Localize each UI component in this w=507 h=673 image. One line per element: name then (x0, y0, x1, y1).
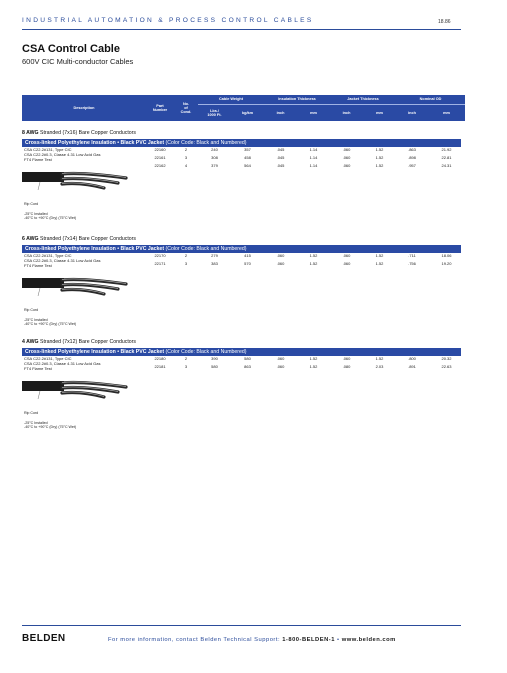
table-row (146, 164, 465, 172)
header-cable-weight: Cable Weight (219, 97, 243, 102)
cell-od-in: .891 (408, 364, 416, 369)
description-line: CSA C22.2#131, Type CIC (24, 147, 72, 152)
cell-od-in: .711 (408, 253, 416, 258)
header-od-inch: inch (396, 104, 428, 121)
cell-ins-mm: 1.52 (309, 261, 318, 266)
spec-table (146, 254, 465, 270)
temperature-rating (24, 421, 76, 430)
table-row (146, 262, 465, 270)
section-heading: 8 AWG Stranded (7x16) Bare Copper Conductors (22, 130, 137, 136)
header-ins-inch: inch (264, 104, 297, 121)
cell-cond: 3 (184, 155, 188, 160)
description-line: FT4 Flame Test (24, 365, 52, 371)
footer-contact: For more information, contact Belden Technical Support: 1-800-BELDEN-1 • www.belden.com (108, 637, 396, 643)
description-line: FT4 Flame Test (24, 262, 52, 268)
cell-part: 22181 (154, 364, 166, 369)
cell-cond: 4 (184, 163, 188, 168)
section-heading: 6 AWG Stranded (7x14) Bare Copper Conductors (22, 236, 137, 242)
cable-illustration (22, 269, 130, 297)
table-row (146, 156, 465, 164)
cell-od-mm: 19.20 (441, 261, 452, 266)
section-heading: 4 AWG Stranded (7x12) Bare Copper Conductors (22, 339, 137, 345)
cell-cond: 2 (184, 147, 188, 152)
header-od-mm: mm (428, 104, 465, 121)
header-weight-kgkm: kg/km (231, 104, 264, 121)
header-weight-lbs: Lbs./ 1000 Ft. (198, 104, 231, 121)
website-link[interactable]: www.belden.com (341, 637, 396, 643)
description-line: CSA C22.2#131, Type CIC (24, 253, 72, 258)
catalog-section-header: INDUSTRIAL AUTOMATION & PROCESS CONTROL CABLES (22, 17, 314, 24)
cell-kgkm: 458 (244, 155, 251, 160)
temp-installed: -25°C Installed (24, 318, 48, 322)
cell-jk-in: .060 (342, 356, 351, 361)
cell-kgkm: 415 (244, 253, 251, 258)
cable-jacket (22, 381, 64, 391)
cell-od-in: .863 (408, 147, 416, 152)
temp-installed: -25°C Installed (24, 421, 48, 425)
cell-od-mm: 20.32 (441, 356, 452, 361)
cell-jk-in: .060 (342, 163, 351, 168)
cell-od-in: .898 (408, 155, 416, 160)
cell-jk-in: .060 (342, 253, 351, 258)
cell-jk-mm: 1.52 (375, 163, 384, 168)
cell-kgkm: 580 (244, 356, 251, 361)
section-banner: Cross-linked Polyethylene Insulation • Black PVC Jacket (Color Code: Black and Numbered) (22, 245, 461, 253)
cell-jk-mm: 1.52 (375, 261, 384, 266)
temp-installed: -25°C Installed (24, 212, 48, 216)
description-line: CSA C22.2#0.3, Classe 4.31 Low Acid Gas (24, 257, 101, 263)
cell-jk-mm: 1.52 (375, 155, 384, 160)
header-ins-mm: mm (297, 104, 330, 121)
cell-od-mm: 22.81 (441, 155, 452, 160)
cell-ins-in: .045 (276, 155, 285, 160)
cell-ins-in: .045 (276, 163, 285, 168)
support-phone: 1-800-BELDEN-1 (282, 637, 335, 643)
section-description (22, 357, 148, 371)
cell-jk-mm: 1.52 (375, 356, 384, 361)
spec-table (146, 357, 465, 373)
cell-lbs: 383 (211, 261, 218, 266)
cell-od-mm: 24.31 (441, 163, 452, 168)
cell-part: 22171 (154, 261, 166, 266)
cell-od-in: .800 (408, 356, 416, 361)
cell-lbs: 379 (211, 163, 218, 168)
cell-part: 22160 (154, 147, 166, 152)
cell-ins-mm: 1.52 (309, 253, 318, 258)
cable-illustration (22, 372, 130, 400)
cable-jacket (22, 172, 64, 182)
belden-logo: BELDEN (22, 633, 66, 644)
cell-part: 22180 (154, 356, 166, 361)
cell-part: 22170 (154, 253, 166, 258)
cable-jacket (22, 278, 64, 288)
cell-cond: 2 (184, 356, 188, 361)
cell-od-mm: 18.06 (441, 253, 452, 258)
page-subtitle: 600V CIC Multi-conductor Cables (22, 57, 134, 66)
header-description: Description (73, 106, 95, 110)
cell-ins-in: .060 (276, 261, 285, 266)
cell-jk-in: .060 (342, 147, 351, 152)
cell-kgkm: 564 (244, 163, 251, 168)
rip-cord-label: Rip Cord (24, 202, 39, 206)
header-part-number: Part Number (152, 104, 168, 112)
header-insulation-thickness: Insulation Thickness (278, 97, 316, 102)
cable-illustration (22, 163, 130, 191)
temperature-rating (24, 212, 76, 221)
cell-ins-in: .060 (276, 356, 285, 361)
rip-cord-leader (38, 288, 40, 296)
page-title: CSA Control Cable (22, 43, 120, 55)
description-line: CSA C22.2#0.3, Classe 4.31 Low Acid Gas (24, 151, 101, 157)
cell-ins-mm: 1.14 (309, 155, 318, 160)
cell-od-mm: 22.63 (441, 364, 452, 369)
table-row (146, 254, 465, 262)
cell-cond: 3 (184, 261, 188, 266)
cell-part: 22162 (154, 163, 166, 168)
cell-kgkm: 357 (244, 147, 251, 152)
rip-cord-label: Rip Cord (24, 308, 39, 312)
section-banner: Cross-linked Polyethylene Insulation • Black PVC Jacket (Color Code: Black and Numbered) (22, 139, 461, 147)
cell-jk-in: .060 (342, 261, 351, 266)
cell-ins-in: .060 (276, 253, 285, 258)
cell-jk-mm: 1.52 (375, 147, 384, 152)
header-jacket-mm: mm (363, 104, 396, 121)
cell-ins-in: .045 (276, 147, 285, 152)
cell-ins-mm: 1.14 (309, 163, 318, 168)
rip-cord-leader (38, 391, 40, 399)
spec-table (146, 148, 465, 172)
cell-cond: 2 (184, 253, 188, 258)
cell-lbs: 308 (211, 155, 218, 160)
cell-jk-mm: 1.52 (375, 253, 384, 258)
cell-kgkm: 570 (244, 261, 251, 266)
cell-ins-mm: 1.14 (309, 147, 318, 152)
rip-cord-leader (38, 182, 40, 190)
cell-lbs: 580 (211, 364, 218, 369)
cell-cond: 3 (184, 364, 188, 369)
section-description (22, 148, 148, 162)
temperature-rating (24, 318, 76, 327)
temp-range: -40°C to +90°C (Dry) (75°C Wet) (24, 425, 77, 430)
header-conductors: No. of Cond. (180, 102, 192, 114)
footer-divider (22, 625, 461, 626)
table-header (22, 95, 465, 121)
cell-ins-mm: 1.52 (309, 356, 318, 361)
cell-lbs: 240 (211, 147, 218, 152)
cell-od-in: .957 (408, 163, 416, 168)
section-description (22, 254, 148, 268)
table-row (146, 148, 465, 156)
cell-lbs: 279 (211, 253, 218, 258)
cell-lbs: 390 (211, 356, 218, 361)
rip-cord-label: Rip Cord (24, 411, 39, 415)
header-divider (22, 29, 461, 30)
page-number: 18.86 (438, 19, 451, 25)
cell-kgkm: 863 (244, 364, 251, 369)
header-jacket-thickness: Jacket Thickness (347, 97, 379, 102)
cell-od-in: .756 (408, 261, 416, 266)
cell-od-mm: 21.92 (441, 147, 452, 152)
section-banner: Cross-linked Polyethylene Insulation • Black PVC Jacket (Color Code: Black and Numbered) (22, 348, 461, 356)
cell-jk-mm: 2.03 (375, 364, 384, 369)
cell-jk-in: .060 (342, 155, 351, 160)
cell-part: 22161 (154, 155, 166, 160)
header-nominal-od: Nominal OD (419, 97, 442, 102)
temp-range: -40°C to +90°C (Dry) (75°C Wet) (24, 322, 77, 327)
temp-range: -40°C to +90°C (Dry) (75°C Wet) (24, 216, 77, 221)
description-line: CSA C22.2#0.3, Classe 4.31 Low Acid Gas (24, 360, 101, 366)
description-line: FT4 Flame Test (24, 156, 52, 162)
cell-ins-mm: 1.52 (309, 364, 318, 369)
cell-jk-in: .080 (342, 364, 351, 369)
description-line: CSA C22.2#131, Type CIC (24, 356, 72, 361)
table-row (146, 365, 465, 373)
cell-ins-in: .060 (276, 364, 285, 369)
header-jacket-inch: inch (330, 104, 363, 121)
table-row (146, 357, 465, 365)
